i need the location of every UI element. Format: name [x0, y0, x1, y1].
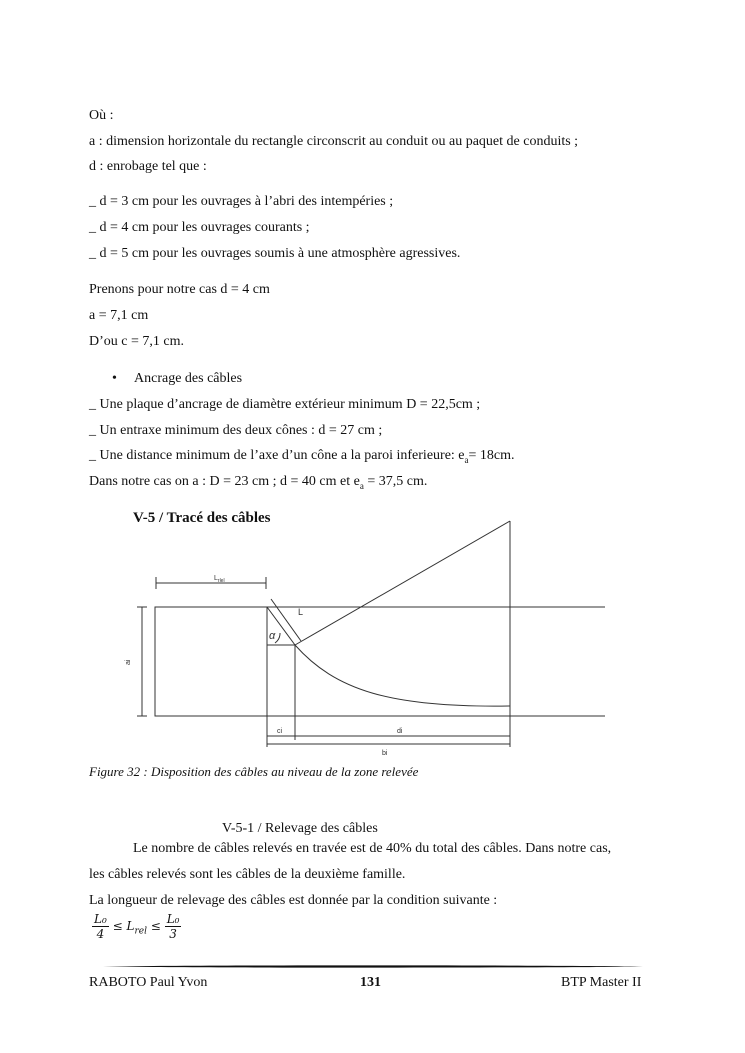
label-ai: ai	[125, 659, 132, 665]
footer-program: BTP Master II	[561, 975, 642, 990]
alpha-arc	[275, 633, 280, 643]
label-L: L	[298, 607, 304, 617]
label-bi: bi	[382, 750, 388, 757]
label-ci: ci	[277, 728, 283, 735]
text-line-d-definition: d : enrobage tel que :	[89, 159, 207, 174]
notre-cas-text: Dans notre cas on a : D = 23 cm ; d = 40 cm et e	[89, 474, 360, 489]
formula-leq: ≤	[150, 919, 161, 933]
subsection-title: V-5-1 / Relevage des câbles	[222, 821, 378, 836]
figure-caption: Figure 32 : Disposition des câbles au niveau de la zone relevée	[89, 764, 419, 779]
paragraph-first-line: Le nombre de câbles relevés en travée est de 40% du total des câbles. Dans notre cas,	[133, 841, 612, 856]
bullet-item	[112, 370, 242, 388]
text-line-plaque: _ Une plaque d’ancrage de diamètre extérieur minimum D = 22,5cm ;	[89, 397, 481, 412]
text-line-d5: _ d = 5 cm pour les ouvrages soumis à une atmosphère agressives.	[89, 246, 461, 261]
anchor-block	[155, 607, 267, 716]
fraction-lower-denominator: 4	[96, 927, 105, 941]
text-line-c-value: D’ou c = 7,1 cm.	[89, 334, 184, 349]
footer-rule	[103, 964, 643, 969]
paragraph-condition: La longueur de relevage des câbles est donnée par la condition suivante :	[89, 893, 498, 908]
fraction-lower	[92, 912, 109, 941]
text-line-d4: _ d = 4 cm pour les ouvrages courants ;	[89, 220, 310, 235]
length-L-dimension	[271, 599, 304, 641]
raised-cable-line	[295, 521, 510, 645]
section-title: V-5 / Tracé des câbles	[133, 510, 271, 526]
distance-subscript: a	[464, 454, 469, 465]
cable-layout-figure	[120, 515, 610, 760]
cable-curve	[295, 645, 510, 706]
formula-lrel: ≤ $L_{rel}$	[112, 919, 147, 937]
text-line-d3: _ d = 3 cm pour les ouvrages à l’abri des intempéries ;	[89, 194, 394, 209]
text-line-a-definition: a : dimension horizontale du rectangle circonscrit au conduit ou au paquet de conduits ;	[89, 134, 579, 149]
bullet-label: Ancrage des câbles	[134, 371, 243, 386]
paragraph-second-line: les câbles relevés sont les câbles de la deuxième famille.	[89, 867, 406, 882]
text-line-notre-cas	[89, 473, 427, 495]
fraction-upper-denominator: 3	[169, 927, 177, 941]
relevage-condition-formula	[92, 912, 181, 941]
fraction-lower-numerator: L₀	[94, 912, 107, 926]
text-line-ou: Où :	[89, 108, 114, 123]
fraction-upper	[165, 912, 182, 941]
label-lrel: $L_{rlel}$	[214, 575, 225, 584]
label-di: di	[397, 728, 403, 735]
notre-cas-value: = 37,5 cm.	[363, 474, 428, 489]
footer-page-number: 131	[360, 975, 381, 990]
text-line-entraxe: _ Un entraxe minimum des deux cônes : d = 27 cm ;	[89, 423, 383, 438]
label-alpha: α	[269, 630, 276, 642]
distance-text: _ Une distance minimum de l’axe d’un cône a la paroi inferieure: e	[89, 448, 465, 463]
notre-cas-subscript: a	[359, 480, 364, 491]
fraction-upper-numerator: L₀	[166, 912, 180, 926]
distance-value: = 18cm.	[468, 448, 515, 463]
text-line-a-value: a = 7,1 cm	[89, 308, 149, 323]
text-line-prenons: Prenons pour notre cas d = 4 cm	[89, 282, 270, 297]
footer-author: RABOTO Paul Yvon	[89, 975, 208, 990]
text-line-distance	[89, 447, 515, 469]
bullet-icon: •	[112, 371, 117, 386]
